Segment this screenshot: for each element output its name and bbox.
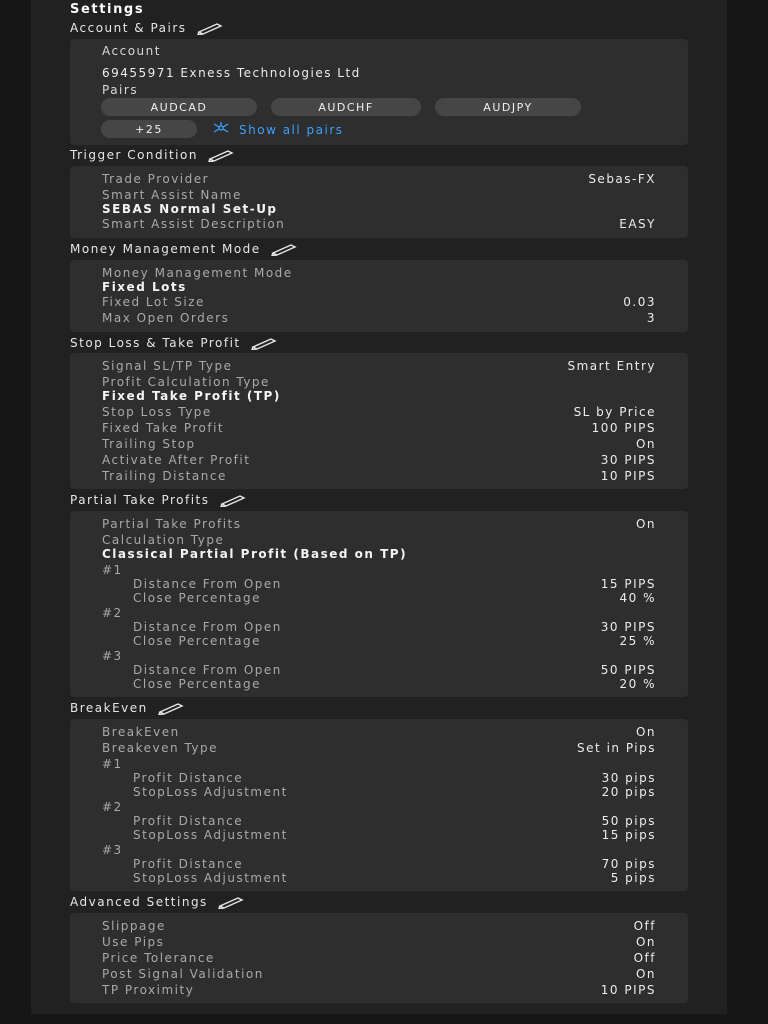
assist-desc-label: Smart Assist Description bbox=[102, 217, 286, 231]
sl-adjust-value: 15 pips bbox=[601, 828, 656, 842]
trailing-distance-label: Trailing Distance bbox=[102, 469, 227, 483]
section-title: Partial Take Profits bbox=[70, 493, 210, 507]
profit-distance-value: 30 pips bbox=[601, 771, 656, 785]
pairs-label: Pairs bbox=[102, 83, 139, 97]
pair-chip[interactable]: AUDCHF bbox=[271, 98, 421, 116]
profit-calc-value: Fixed Take Profit (TP) bbox=[102, 389, 281, 403]
mm-mode-label: Money Management Mode bbox=[102, 266, 293, 280]
account-label: Account bbox=[102, 44, 161, 58]
pencil-icon[interactable] bbox=[220, 493, 248, 507]
card-money bbox=[70, 260, 688, 332]
activate-after-label: Activate After Profit bbox=[102, 453, 251, 467]
pencil-icon[interactable] bbox=[218, 895, 246, 909]
section-account-pairs bbox=[70, 21, 225, 35]
advanced-value: On bbox=[635, 967, 656, 981]
advanced-value: 10 PIPS bbox=[600, 983, 656, 997]
provider-label: Trade Provider bbox=[102, 172, 210, 186]
section-title: Trigger Condition bbox=[70, 148, 198, 162]
show-all-pairs-label: Show all pairs bbox=[239, 122, 344, 137]
lot-size-label: Fixed Lot Size bbox=[102, 295, 205, 309]
pair-chip[interactable]: AUDCAD bbox=[101, 98, 257, 116]
distance-value: 15 PIPS bbox=[600, 577, 656, 591]
section-partial bbox=[70, 493, 248, 507]
card-account-pairs bbox=[70, 39, 688, 145]
max-orders-value: 3 bbox=[646, 311, 656, 325]
sl-type-label: Stop Loss Type bbox=[102, 405, 212, 419]
distance-label: Distance From Open bbox=[133, 620, 282, 634]
account-value: 69455971 Exness Technologies Ltd bbox=[102, 66, 361, 80]
show-all-pairs-link[interactable] bbox=[213, 121, 344, 138]
profit-distance-value: 50 pips bbox=[601, 814, 656, 828]
close-pct-label: Close Percentage bbox=[133, 677, 262, 691]
max-orders-label: Max Open Orders bbox=[102, 311, 230, 325]
breakeven-enabled-label: BreakEven bbox=[102, 725, 180, 739]
close-pct-value: 25 % bbox=[619, 634, 656, 648]
distance-value: 50 PIPS bbox=[600, 663, 656, 677]
card-advanced bbox=[70, 913, 688, 1003]
level-id: #2 bbox=[102, 800, 123, 814]
lot-size-value: 0.03 bbox=[623, 295, 656, 309]
section-title: Advanced Settings bbox=[70, 895, 208, 909]
sl-adjust-label: StopLoss Adjustment bbox=[133, 785, 288, 799]
provider-value: Sebas-FX bbox=[588, 172, 656, 186]
advanced-value: On bbox=[635, 935, 656, 949]
advanced-label: Post Signal Validation bbox=[102, 967, 264, 981]
advanced-label: Price Tolerance bbox=[102, 951, 215, 965]
activate-after-value: 30 PIPS bbox=[600, 453, 656, 467]
sl-type-value: SL by Price bbox=[573, 405, 656, 419]
sl-adjust-label: StopLoss Adjustment bbox=[133, 828, 288, 842]
profit-distance-label: Profit Distance bbox=[133, 814, 244, 828]
trailing-stop-value: On bbox=[635, 437, 656, 451]
assist-name-value: SEBAS Normal Set-Up bbox=[102, 202, 278, 216]
close-pct-value: 40 % bbox=[619, 591, 656, 605]
trailing-stop-label: Trailing Stop bbox=[102, 437, 196, 451]
card-trigger bbox=[70, 166, 688, 238]
pencil-icon[interactable] bbox=[197, 21, 225, 35]
section-advanced bbox=[70, 895, 246, 909]
section-title: Account & Pairs bbox=[70, 21, 187, 35]
network-icon bbox=[213, 121, 229, 138]
section-title: BreakEven bbox=[70, 701, 148, 715]
section-title: Money Management Mode bbox=[70, 242, 261, 256]
level-id: #1 bbox=[102, 563, 123, 577]
pencil-icon[interactable] bbox=[158, 701, 186, 715]
advanced-value: Off bbox=[633, 951, 656, 965]
page-title: Settings bbox=[70, 2, 145, 17]
section-sltp bbox=[70, 336, 279, 350]
close-pct-value: 20 % bbox=[619, 677, 656, 691]
fixed-tp-label: Fixed Take Profit bbox=[102, 421, 225, 435]
advanced-label: Slippage bbox=[102, 919, 166, 933]
breakeven-enabled-value: On bbox=[635, 725, 656, 739]
card-partial bbox=[70, 511, 688, 697]
close-pct-label: Close Percentage bbox=[133, 634, 262, 648]
close-pct-label: Close Percentage bbox=[133, 591, 262, 605]
partial-enabled-label: Partial Take Profits bbox=[102, 517, 242, 531]
profit-distance-value: 70 pips bbox=[601, 857, 656, 871]
profit-calc-label: Profit Calculation Type bbox=[102, 375, 270, 389]
profit-distance-label: Profit Distance bbox=[133, 857, 244, 871]
mm-mode-value: Fixed Lots bbox=[102, 280, 187, 294]
section-breakeven bbox=[70, 701, 186, 715]
assist-name-label: Smart Assist Name bbox=[102, 188, 242, 202]
card-breakeven bbox=[70, 719, 688, 891]
pair-chip[interactable]: AUDJPY bbox=[435, 98, 581, 116]
pencil-icon[interactable] bbox=[251, 336, 279, 350]
sl-adjust-value: 20 pips bbox=[601, 785, 656, 799]
sl-adjust-label: StopLoss Adjustment bbox=[133, 871, 288, 885]
section-money bbox=[70, 242, 299, 256]
distance-value: 30 PIPS bbox=[600, 620, 656, 634]
fixed-tp-value: 100 PIPS bbox=[591, 421, 656, 435]
partial-calc-label: Calculation Type bbox=[102, 533, 225, 547]
sl-adjust-value: 5 pips bbox=[610, 871, 656, 885]
distance-label: Distance From Open bbox=[133, 663, 282, 677]
assist-desc-value: EASY bbox=[619, 217, 656, 231]
more-pairs-chip[interactable]: +25 bbox=[101, 120, 197, 138]
advanced-label: TP Proximity bbox=[102, 983, 195, 997]
advanced-label: Use Pips bbox=[102, 935, 165, 949]
partial-enabled-value: On bbox=[635, 517, 656, 531]
signal-type-value: Smart Entry bbox=[567, 359, 656, 373]
distance-label: Distance From Open bbox=[133, 577, 282, 591]
section-title: Stop Loss & Take Profit bbox=[70, 336, 241, 350]
breakeven-type-label: Breakeven Type bbox=[102, 741, 219, 755]
breakeven-type-value: Set in Pips bbox=[577, 741, 656, 755]
level-id: #3 bbox=[102, 843, 123, 857]
profit-distance-label: Profit Distance bbox=[133, 771, 244, 785]
pencil-icon[interactable] bbox=[208, 148, 236, 162]
advanced-value: Off bbox=[633, 919, 656, 933]
card-sltp bbox=[70, 353, 688, 489]
level-id: #1 bbox=[102, 757, 123, 771]
section-trigger bbox=[70, 148, 236, 162]
pencil-icon[interactable] bbox=[271, 242, 299, 256]
trailing-distance-value: 10 PIPS bbox=[600, 469, 656, 483]
level-id: #2 bbox=[102, 606, 123, 620]
signal-type-label: Signal SL/TP Type bbox=[102, 359, 233, 373]
level-id: #3 bbox=[102, 649, 123, 663]
partial-calc-value: Classical Partial Profit (Based on TP) bbox=[102, 547, 408, 561]
